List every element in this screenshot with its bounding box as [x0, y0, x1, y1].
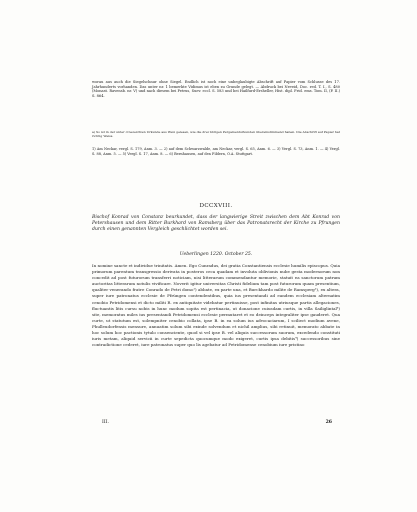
footnotes: 1) Am Neckar, vergl. S. 179, Anm. 3. — 2) auf dem Schwarzwalde, am Neckar, vergl. S. 65, Anm. 6. — 3) Vergl. S. 73, Anm. 1. — 4) Vergl. S. 88, Anm. 5. — 5) Vergl. S. 17, Anm. 8. — 6) Bernhausen, auf den Fildern, O.A. Stuttgart.	[92, 147, 340, 156]
volume-number: III.	[102, 420, 109, 425]
document-number: DCCXVIII.	[199, 203, 233, 209]
page-number: 26	[325, 420, 332, 425]
continuation-paragraph: worau aus auch die Siegelschnur ohne Siegel. Endlich ist noch eine unbeglaubigte Abschrift auf Papier vom Schlusse des 17. Jahrhunderts vorhanden. Das unter nr. 1 bemerkte Vidimus ist eben zu Grunde gelegt. — Abdruck bei Neveid, Doc. red. T. I., S. 480 (Monast. Ravensb. nr. V) und nach diesem bei Petrus, Suev. eccl. S. 583 und bei Hailfurd-Ersheller, Hist. dipl. Frid. ems. Tom. II, (P. II.) S. 864.	[92, 80, 340, 99]
variant-footnote: a) So ist in der unter d bezeichten Urkunde aus Weiz gelesen, wie die drei übrigen Pergamenturkunden übereinstimmend haben. Die Abschrift auf Papier hat richtig Weiss.	[92, 130, 340, 139]
charter-text: In nomine sancte et individue trinitatis. Amen. Ego Cunradus, dei gratia Constantiensis ecclesie humilis episcopus. Quia primorum parentum transgressio derivata in posteros ceca quadam et involuta oblivionis nube gesta modernorum non concedit ad post futurorum transferri noticiam, nisi litterarum commendantur memorie, statuit ea sanctorum patrum auctoritas litterarum notulis vivificare. Noverit igitur universitas Christi fidelium tam post futurorum quam presentium, qualiter venerando fratre Conrado de Petri domo¹) abbate, ex parte una, et Burckhardo milite de Ramsperg²), ex altera, super iure patronatus ecclesie de Pfrüngen contendentibus, quia ius presentandi ad eandem ecclesiam alternatim cenobio Petridomensi et dicto militi R. ex antiquitate videbatur pertinuisse, post infinitas utriusque partis allegaciones, fluctuantis litis cursu nobis in hunc modum sopita est pertinacia, ut donacione cuiusdam curtis, in villa Sailiglintal³) site, memoratus miles ius presentandi Petridomensi ecclesie permutaret et eo deinceps integraliter ipse gauderet. Qua curte, ut statutum est, solempniter cenobio collata, ipse B. in ea solum ius advocaciarum, I sciliect modium avene, Phulleudorfensis mensure, annuatim solum sibi exinde solvendum et nichil amplius, sibi retinuit, memorato abbate in hoc solum hoc pactionis tytulo consenciente, quod si vel ipse B. vel aliquis successorum suorum, excedendo constituti iuris metam, aliquid servicii in curte sepedicta quocumque modo exigeret, curtis ipsa debitis⁴) successoribus sine contradictione cederet, iure patronatus super quo lis agebatur ad Petridomense cenobium iure pristino	[92, 263, 340, 348]
date-line: Ueberlingen 1220. October 25.	[179, 252, 253, 257]
document-title: Bischof Konrad von Constanz beurkundet, dass der langwierige Streit zwischen dem Abt Konrad von Petershausen und dem Ritter Burkhard von Ramsberg über das Patronatsrecht der Kirche zu Pfrungen durch einen genannten Vergleich geschlichtet worden sei.	[92, 215, 340, 232]
